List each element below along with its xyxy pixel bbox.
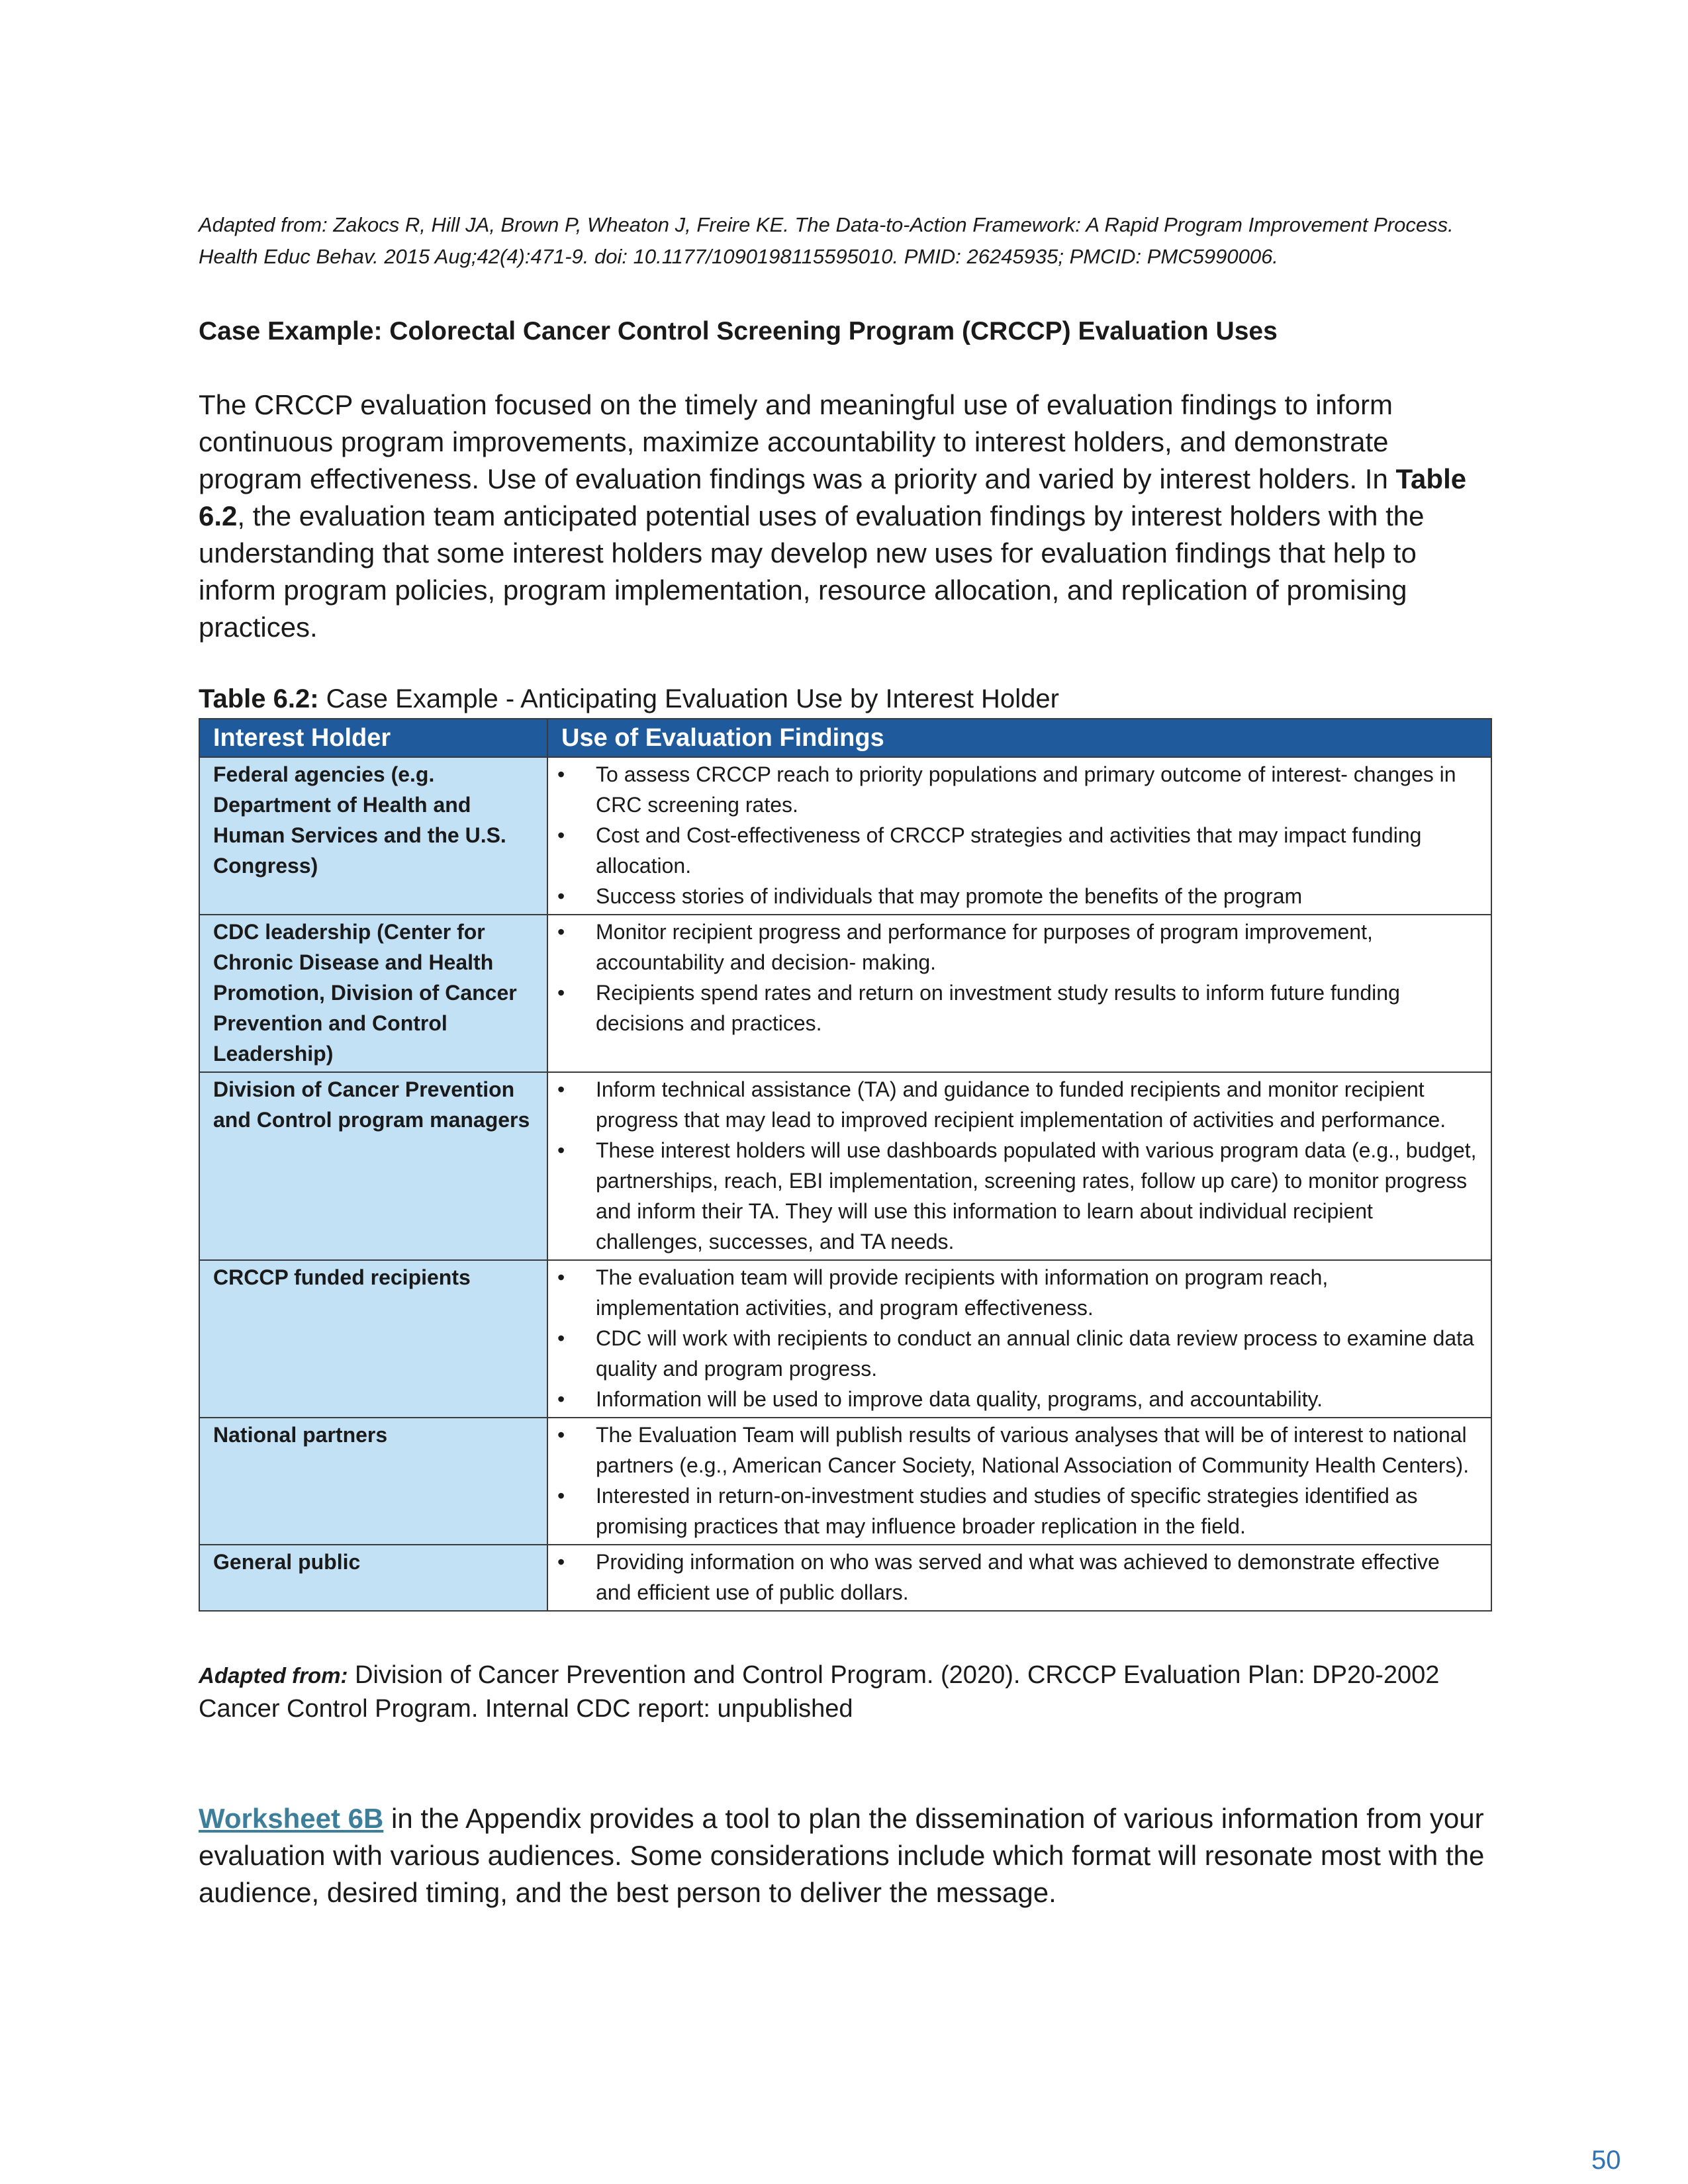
page-number: 50 xyxy=(1591,2146,1621,2175)
list-item: • To assess CRCCP reach to priority populations and primary outcome of interest- changes in CRC screening rates. xyxy=(548,759,1477,820)
uses-list xyxy=(548,917,1477,1038)
interest-holder-cell: Division of Cancer Prevention and Control program managers xyxy=(199,1072,547,1260)
uses-list xyxy=(548,759,1477,911)
table-row xyxy=(199,1260,1491,1418)
uses-cell xyxy=(547,1545,1491,1611)
case-example-heading: Case Example: Colorectal Cancer Control Screening Program (CRCCP) Evaluation Uses xyxy=(199,317,1278,345)
list-item: • The Evaluation Team will publish results of various analyses that will be of interest to national partners (e.g., American Cancer Society, National Association of Community Health Centers). xyxy=(548,1420,1477,1480)
interest-holder-cell: CRCCP funded recipients xyxy=(199,1260,547,1418)
source-citation xyxy=(199,209,1489,273)
interest-holder-cell: National partners xyxy=(199,1418,547,1545)
citation-text: Zakocs R, Hill JA, Brown P, Wheaton J, Freire KE. The Data-to-Action Framework: A Rapid Program Improvement Process. Health Educ Behav. 2015 Aug;42(4):471-9. doi: 10.1177/1090198115595010. PMID: 26245935; PMCID: PMC5990006. xyxy=(199,213,1454,268)
worksheet-text: in the Appendix provides a tool to plan the dissemination of various information from your evaluation with various audiences. Some considerations include which format will resonate most with the audience, desired timing, and the best person to deliver the message. xyxy=(199,1803,1485,1908)
source-note-text: Division of Cancer Prevention and Control Program. (2020). CRCCP Evaluation Plan: DP20-2002 Cancer Control Program. Internal CDC report: unpublished xyxy=(199,1661,1440,1723)
table-header-row xyxy=(199,719,1491,757)
uses-cell xyxy=(547,915,1491,1072)
table-source-note xyxy=(199,1659,1489,1725)
list-item: • Interested in return-on-investment studies and studies of specific strategies identified as promising practices that may influence broader replication in the field. xyxy=(548,1480,1477,1541)
header-use-of-findings: Use of Evaluation Findings xyxy=(547,719,1491,757)
list-item: • CDC will work with recipients to conduct an annual clinic data review process to examine data quality and program progress. xyxy=(548,1323,1477,1384)
list-item: • The evaluation team will provide recipients with information on program reach, implementation activities, and program effectiveness. xyxy=(548,1262,1477,1323)
uses-list xyxy=(548,1074,1477,1257)
intro-text-1: The CRCCP evaluation focused on the timely and meaningful use of evaluation findings to inform continuous program improvements, maximize accountability to interest holders, and demonstrate program effectiveness. Use of evaluation findings was a priority and varied by interest holders. In xyxy=(199,389,1396,494)
table-row xyxy=(199,757,1491,915)
table-row xyxy=(199,1072,1491,1260)
list-item: • Inform technical assistance (TA) and guidance to funded recipients and monitor recipient progress that may lead to improved recipient implementation of activities and performance. xyxy=(548,1074,1477,1135)
uses-cell xyxy=(547,1418,1491,1545)
table-caption-label: Table 6.2: xyxy=(199,684,319,713)
table-row xyxy=(199,1545,1491,1611)
interest-holder-cell: General public xyxy=(199,1545,547,1611)
list-item: • Success stories of individuals that may promote the benefits of the program xyxy=(548,881,1477,911)
interest-holder-cell: CDC leadership (Center for Chronic Disease and Health Promotion, Division of Cancer Prevention and Control Leadership) xyxy=(199,915,547,1072)
worksheet-paragraph xyxy=(199,1800,1489,1911)
list-item: • Cost and Cost-effectiveness of CRCCP strategies and activities that may impact funding allocation. xyxy=(548,820,1477,881)
uses-cell xyxy=(547,1260,1491,1418)
intro-paragraph xyxy=(199,387,1489,646)
list-item: • Information will be used to improve data quality, programs, and accountability. xyxy=(548,1384,1477,1414)
citation-lead: Adapted from: xyxy=(199,213,328,236)
uses-cell xyxy=(547,757,1491,915)
worksheet-6b-link[interactable]: Worksheet 6B xyxy=(199,1803,384,1834)
evaluation-use-table xyxy=(199,718,1492,1612)
list-item: • Recipients spend rates and return on investment study results to inform future funding decisions and practices. xyxy=(548,978,1477,1038)
list-item: • Monitor recipient progress and performance for purposes of program improvement, accountability and decision- making. xyxy=(548,917,1477,978)
intro-text-2: , the evaluation team anticipated potential uses of evaluation findings by interest holders with the understanding that some interest holders may develop new uses for evaluation findings that help to inform program policies, program implementation, resource allocation, and replication of promising practices. xyxy=(199,500,1425,643)
list-item: • These interest holders will use dashboards populated with various program data (e.g., budget, partnerships, reach, EBI implementation, screening rates, follow up care) to monitor progress and inform their TA. They will use this information to learn about individual recipient challenges, successes, and TA needs. xyxy=(548,1135,1477,1257)
header-interest-holder: Interest Holder xyxy=(199,719,547,757)
list-item: • Providing information on who was served and what was achieved to demonstrate effective and efficient use of public dollars. xyxy=(548,1547,1477,1608)
uses-list xyxy=(548,1420,1477,1541)
uses-cell xyxy=(547,1072,1491,1260)
table-row xyxy=(199,915,1491,1072)
uses-list xyxy=(548,1262,1477,1414)
source-note-lead: Adapted from: xyxy=(199,1663,348,1688)
table-caption xyxy=(199,682,1489,716)
interest-holder-cell: Federal agencies (e.g. Department of Health and Human Services and the U.S. Congress) xyxy=(199,757,547,915)
intro-table-ref: Table 6.2 xyxy=(199,463,1467,531)
table-caption-text: Case Example - Anticipating Evaluation Use by Interest Holder xyxy=(318,684,1059,713)
uses-list xyxy=(548,1547,1477,1608)
table-row xyxy=(199,1418,1491,1545)
